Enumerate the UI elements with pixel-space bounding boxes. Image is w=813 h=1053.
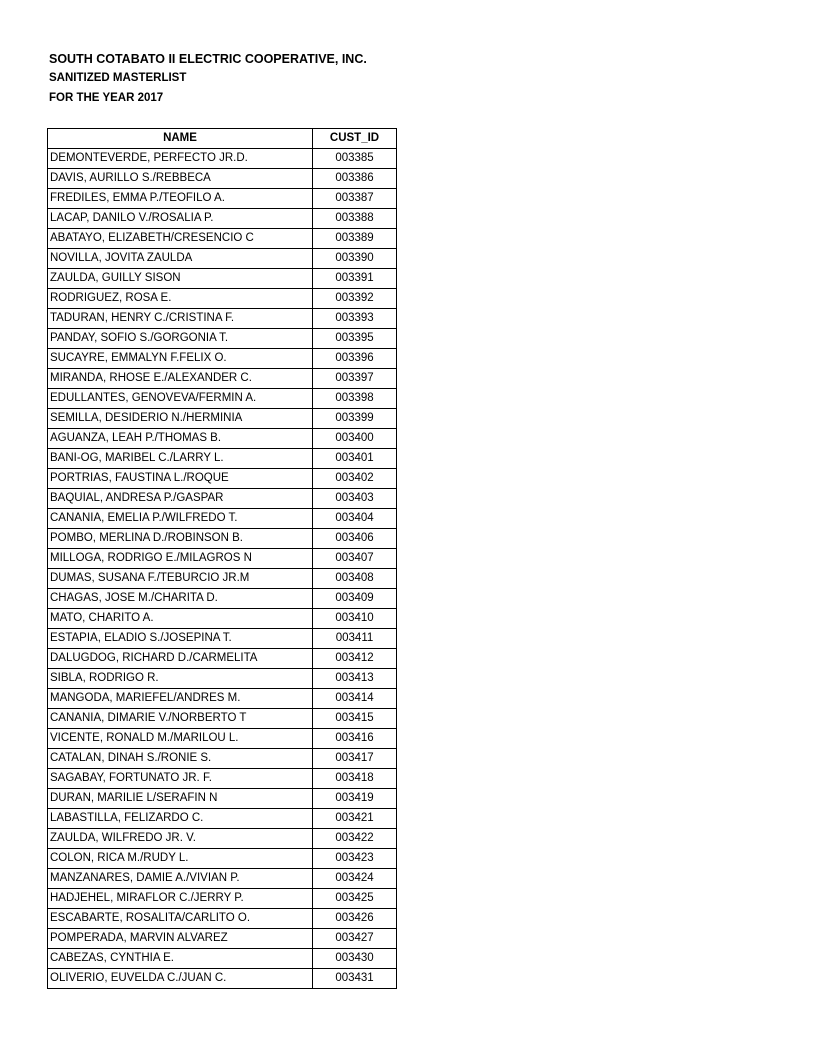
customer-name-cell: SAGABAY, FORTUNATO JR. F.: [48, 769, 313, 789]
table-row: [48, 609, 397, 629]
table-row: [48, 329, 397, 349]
customer-id-cell: 003404: [313, 509, 397, 529]
customer-id-cell: 003385: [313, 149, 397, 169]
customer-name-cell: SEMILLA, DESIDERIO N./HERMINIA: [48, 409, 313, 429]
table-row: [48, 669, 397, 689]
table-row: [48, 489, 397, 509]
customer-id-cell: 003424: [313, 869, 397, 889]
customer-name-cell: SUCAYRE, EMMALYN F.FELIX O.: [48, 349, 313, 369]
customer-id-cell: 003414: [313, 689, 397, 709]
customer-id-cell: 003413: [313, 669, 397, 689]
masterlist-table: [47, 128, 397, 989]
table-row: [48, 929, 397, 949]
customer-id-cell: 003418: [313, 769, 397, 789]
column-header-name: NAME: [48, 129, 313, 149]
customer-name-cell: NOVILLA, JOVITA ZAULDA: [48, 249, 313, 269]
table-row: [48, 829, 397, 849]
customer-name-cell: ESCABARTE, ROSALITA/CARLITO O.: [48, 909, 313, 929]
customer-name-cell: MILLOGA, RODRIGO E./MILAGROS N: [48, 549, 313, 569]
customer-id-cell: 003412: [313, 649, 397, 669]
customer-id-cell: 003406: [313, 529, 397, 549]
customer-id-cell: 003391: [313, 269, 397, 289]
customer-name-cell: DAVIS, AURILLO S./REBBECA: [48, 169, 313, 189]
table-row: [48, 809, 397, 829]
table-row: [48, 969, 397, 989]
table-body: [48, 149, 397, 989]
customer-id-cell: 003416: [313, 729, 397, 749]
table-row: [48, 509, 397, 529]
table-row: [48, 789, 397, 809]
table-row: [48, 729, 397, 749]
customer-id-cell: 003422: [313, 829, 397, 849]
table-row: [48, 629, 397, 649]
customer-id-cell: 003407: [313, 549, 397, 569]
table-row: [48, 369, 397, 389]
customer-id-cell: 003409: [313, 589, 397, 609]
customer-name-cell: BAQUIAL, ANDRESA P./GASPAR: [48, 489, 313, 509]
customer-name-cell: MANGODA, MARIEFEL/ANDRES M.: [48, 689, 313, 709]
customer-name-cell: HADJEHEL, MIRAFLOR C./JERRY P.: [48, 889, 313, 909]
customer-name-cell: MANZANARES, DAMIE A./VIVIAN P.: [48, 869, 313, 889]
document-year: FOR THE YEAR 2017: [49, 92, 164, 104]
customer-name-cell: ESTAPIA, ELADIO S./JOSEPINA T.: [48, 629, 313, 649]
table-row: [48, 649, 397, 669]
customer-id-cell: 003419: [313, 789, 397, 809]
customer-name-cell: CATALAN, DINAH S./RONIE S.: [48, 749, 313, 769]
customer-id-cell: 003389: [313, 229, 397, 249]
table-row: [48, 749, 397, 769]
customer-name-cell: CABEZAS, CYNTHIA E.: [48, 949, 313, 969]
table-row: [48, 289, 397, 309]
customer-id-cell: 003388: [313, 209, 397, 229]
document-header: [49, 50, 367, 108]
customer-name-cell: MATO, CHARITO A.: [48, 609, 313, 629]
customer-name-cell: PORTRIAS, FAUSTINA L./ROQUE: [48, 469, 313, 489]
table-row: [48, 249, 397, 269]
customer-name-cell: ZAULDA, WILFREDO JR. V.: [48, 829, 313, 849]
customer-name-cell: PANDAY, SOFIO S./GORGONIA T.: [48, 329, 313, 349]
customer-id-cell: 003408: [313, 569, 397, 589]
customer-name-cell: CANANIA, DIMARIE V./NORBERTO T: [48, 709, 313, 729]
table-row: [48, 209, 397, 229]
table-row: [48, 149, 397, 169]
customer-name-cell: LACAP, DANILO V./ROSALIA P.: [48, 209, 313, 229]
customer-id-cell: 003410: [313, 609, 397, 629]
table-row: [48, 569, 397, 589]
customer-name-cell: DUMAS, SUSANA F./TEBURCIO JR.M: [48, 569, 313, 589]
organization-title: SOUTH COTABATO II ELECTRIC COOPERATIVE, INC.: [49, 52, 367, 66]
customer-name-cell: ZAULDA, GUILLY SISON: [48, 269, 313, 289]
table-row: [48, 169, 397, 189]
table-row: [48, 869, 397, 889]
table-row: [48, 409, 397, 429]
customer-name-cell: VICENTE, RONALD M./MARILOU L.: [48, 729, 313, 749]
customer-id-cell: 003427: [313, 929, 397, 949]
customer-name-cell: EDULLANTES, GENOVEVA/FERMIN A.: [48, 389, 313, 409]
table-row: [48, 189, 397, 209]
customer-name-cell: AGUANZA, LEAH P./THOMAS B.: [48, 429, 313, 449]
customer-id-cell: 003430: [313, 949, 397, 969]
customer-name-cell: FREDILES, EMMA P./TEOFILO A.: [48, 189, 313, 209]
table-row: [48, 469, 397, 489]
table-row: [48, 429, 397, 449]
customer-id-cell: 003395: [313, 329, 397, 349]
customer-id-cell: 003431: [313, 969, 397, 989]
customer-id-cell: 003402: [313, 469, 397, 489]
customer-name-cell: DEMONTEVERDE, PERFECTO JR.D.: [48, 149, 313, 169]
document-subtitle: SANITIZED MASTERLIST: [49, 72, 187, 84]
customer-id-cell: 003421: [313, 809, 397, 829]
customer-id-cell: 003411: [313, 629, 397, 649]
customer-name-cell: ABATAYO, ELIZABETH/CRESENCIO C: [48, 229, 313, 249]
customer-id-cell: 003386: [313, 169, 397, 189]
customer-id-cell: 003387: [313, 189, 397, 209]
customer-id-cell: 003401: [313, 449, 397, 469]
table-header-row: [48, 129, 397, 149]
customer-name-cell: POMPERADA, MARVIN ALVAREZ: [48, 929, 313, 949]
table-row: [48, 949, 397, 969]
customer-name-cell: DURAN, MARILIE L/SERAFIN N: [48, 789, 313, 809]
customer-id-cell: 003390: [313, 249, 397, 269]
table-row: [48, 229, 397, 249]
customer-name-cell: DALUGDOG, RICHARD D./CARMELITA: [48, 649, 313, 669]
customer-name-cell: CANANIA, EMELIA P./WILFREDO T.: [48, 509, 313, 529]
table-row: [48, 389, 397, 409]
customer-id-cell: 003423: [313, 849, 397, 869]
customer-name-cell: SIBLA, RODRIGO R.: [48, 669, 313, 689]
customer-id-cell: 003397: [313, 369, 397, 389]
customer-id-cell: 003398: [313, 389, 397, 409]
customer-name-cell: LABASTILLA, FELIZARDO C.: [48, 809, 313, 829]
table-row: [48, 889, 397, 909]
column-header-cust-id: CUST_ID: [313, 129, 397, 149]
customer-id-cell: 003425: [313, 889, 397, 909]
customer-id-cell: 003415: [313, 709, 397, 729]
customer-id-cell: 003396: [313, 349, 397, 369]
table-row: [48, 709, 397, 729]
customer-id-cell: 003393: [313, 309, 397, 329]
table-row: [48, 689, 397, 709]
customer-name-cell: BANI-OG, MARIBEL C./LARRY L.: [48, 449, 313, 469]
customer-id-cell: 003403: [313, 489, 397, 509]
table-row: [48, 849, 397, 869]
table-row: [48, 529, 397, 549]
customer-name-cell: COLON, RICA M./RUDY L.: [48, 849, 313, 869]
table-row: [48, 769, 397, 789]
customer-id-cell: 003417: [313, 749, 397, 769]
customer-name-cell: OLIVERIO, EUVELDA C./JUAN C.: [48, 969, 313, 989]
customer-name-cell: TADURAN, HENRY C./CRISTINA F.: [48, 309, 313, 329]
table-row: [48, 449, 397, 469]
customer-name-cell: RODRIGUEZ, ROSA E.: [48, 289, 313, 309]
table-row: [48, 549, 397, 569]
customer-id-cell: 003426: [313, 909, 397, 929]
customer-id-cell: 003399: [313, 409, 397, 429]
customer-id-cell: 003400: [313, 429, 397, 449]
table-row: [48, 909, 397, 929]
customer-name-cell: CHAGAS, JOSE M./CHARITA D.: [48, 589, 313, 609]
table-row: [48, 309, 397, 329]
customer-id-cell: 003392: [313, 289, 397, 309]
table-row: [48, 589, 397, 609]
table-row: [48, 269, 397, 289]
customer-name-cell: MIRANDA, RHOSE E./ALEXANDER C.: [48, 369, 313, 389]
customer-name-cell: POMBO, MERLINA D./ROBINSON B.: [48, 529, 313, 549]
table-row: [48, 349, 397, 369]
